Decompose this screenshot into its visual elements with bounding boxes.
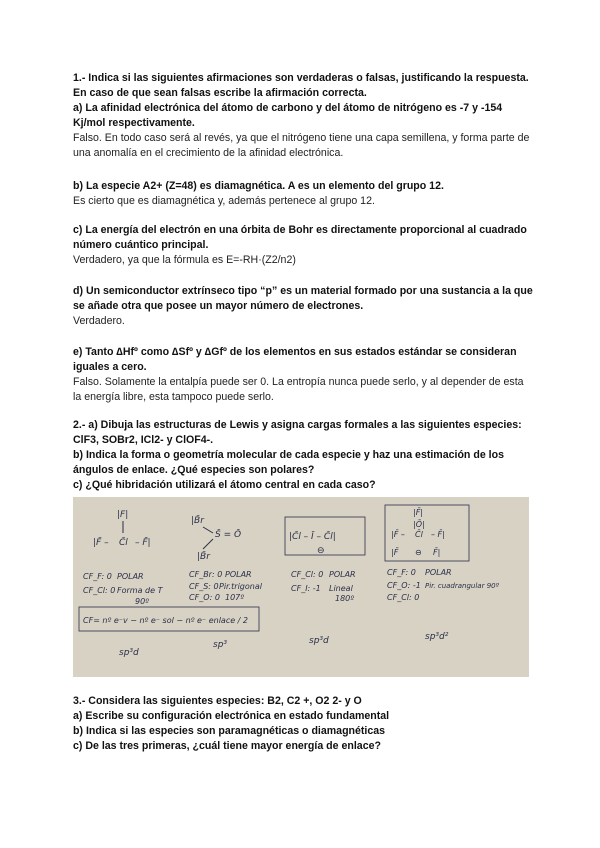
question-3c-statement: c) De las tres primeras, ¿cuál tiene mayor energía de enlace? [73, 740, 381, 752]
hw-text: Forma de T [117, 586, 163, 595]
hw-text: POLAR [117, 572, 144, 581]
question-1 [73, 71, 533, 161]
svg-text:⊖: ⊖ [317, 546, 325, 556]
svg-text:S̄ = Ō: S̄ = Ō [215, 530, 242, 540]
question-1b-answer: Es cierto que es diamagnética y, además pertenece al grupo 12. [73, 195, 375, 207]
hw-text: POLAR [425, 568, 452, 577]
svg-text:C̄l: C̄l [415, 530, 423, 539]
svg-text:– F̄|: – F̄| [431, 530, 445, 539]
hw-text: 90º [135, 597, 149, 606]
hw-text: CF_F: 0 [387, 568, 416, 577]
question-1d [73, 284, 533, 329]
hw-text: Lineal [329, 584, 353, 593]
question-2b-statement: b) Indica la forma o geometría molecular de cada especie y haz una estimación de los ángulos de enlace. ¿Qué especies son polares? [73, 449, 504, 476]
hw-text: CF_I: -1 [291, 584, 321, 593]
svg-text:– F̄|: – F̄| [135, 538, 151, 548]
question-3 [73, 694, 533, 754]
question-1e [73, 345, 533, 405]
question-3a-statement: a) Escribe su configuración electrónica en estado fundamental [73, 710, 390, 722]
question-1-title: 1.- Indica si las siguientes afirmaciones son verdaderas o falsas, justificando la respuesta. En caso de que sean falsas escribe la afirmación correcta. [73, 72, 529, 99]
hw-text: CF_Cl: 0 [83, 586, 116, 595]
hw-text: Pir. cuadrangular 90º [425, 582, 499, 590]
hw-text: CF_O: -1 [387, 581, 421, 590]
hw-text: POLAR [329, 570, 356, 579]
hw-text: CF_O: 0 [189, 593, 220, 602]
question-1a-answer: Falso. En todo caso será al revés, ya que el nitrógeno tiene una capa semillena, y forma parte de una anomalía en el crecimiento de la afinidad electrónica. [73, 132, 530, 159]
hw-text: Pir.trigonal [219, 582, 262, 591]
svg-text:C̄l: C̄l [119, 538, 128, 548]
hw-text: 107º [225, 593, 245, 602]
question-2a-statement: 2.- a) Dibuja las estructuras de Lewis y asigna cargas formales a las siguientes especies: ClF3, SOBr2, ICl2- y ClOF4-. [73, 419, 522, 446]
question-1c-statement: c) La energía del electrón en una órbita de Bohr es directamente proporcional al cuadrado número cuántico principal. [73, 224, 527, 251]
hw-text: sp³d [309, 636, 329, 646]
hw-text: sp³ [213, 640, 228, 650]
question-1e-answer: Falso. Solamente la entalpía puede ser 0. La entropía nunca puede serlo, y al depender de esta la energía libre, esta tampoco puede serlo. [73, 376, 524, 403]
question-1e-statement: e) Tanto ∆Hfº como ∆Sfº y ∆Gfº de los elementos en sus estados estándar se consideran iguales a cero. [73, 346, 517, 373]
question-1a-statement: a) La afinidad electrónica del átomo de carbono y del átomo de nitrógeno es -7 y -154 Kj/mol respectivamente. [73, 102, 503, 129]
question-1c-answer: Verdadero, ya que la fórmula es E=-RH·(Z2/n2) [73, 254, 296, 266]
hw-text: 180º [335, 594, 355, 603]
svg-text:|B̄r: |B̄r [197, 552, 210, 562]
handwritten-answer-photo [73, 497, 529, 677]
hw-text: CF_F: 0 [83, 572, 112, 581]
hw-text: CF_Cl: 0 [291, 570, 324, 579]
question-3-title: 3.- Considera las siguientes especies: B2, C2 +, O2 2- y O [73, 695, 362, 707]
hw-text: CF_S: 0 [189, 582, 219, 591]
svg-text:F̄|: F̄| [433, 548, 441, 557]
hw-text: CF_Br: 0 [189, 570, 223, 579]
question-1c [73, 223, 533, 268]
question-2c-statement: c) ¿Qué hibridación utilizará el átomo central en cada caso? [73, 479, 376, 491]
svg-text:⊖: ⊖ [415, 548, 422, 557]
svg-text:|C̄l – Ī – C̄l|: |C̄l – Ī – C̄l| [289, 532, 336, 542]
handwriting-drawing [73, 497, 529, 677]
question-3b-statement: b) Indica si las especies son paramagnéticas o diamagnéticas [73, 725, 386, 737]
question-1d-answer: Verdadero. [73, 315, 125, 327]
svg-text:|Ō|: |Ō| [413, 520, 425, 529]
svg-text:|F̄: |F̄ [391, 548, 399, 557]
hw-text: CF_Cl: 0 [387, 593, 420, 602]
svg-text:|F̄|: |F̄| [413, 508, 423, 517]
hw-text: sp³d [119, 648, 139, 658]
hw-text: CF= nº e⁻v − nº e⁻ sol − nº e⁻ enlace / 2 [83, 616, 249, 625]
question-1b-statement: b) La especie A2+ (Z=48) es diamagnética. A es un elemento del grupo 12. [73, 180, 444, 192]
question-1d-statement: d) Un semiconductor extrínseco tipo “p” es un material formado por una sustancia a la que se añade otra que posee un mayor número de electrones. [73, 285, 533, 312]
svg-text:|F̄ –: |F̄ – [93, 538, 109, 548]
svg-text:|F|: |F| [117, 510, 129, 520]
svg-text:|B̄r: |B̄r [191, 516, 204, 526]
question-1b [73, 179, 533, 209]
question-2 [73, 418, 533, 493]
svg-text:|F̄ –: |F̄ – [391, 530, 405, 539]
hw-text: sp³d² [425, 632, 449, 642]
hw-text: POLAR [225, 570, 252, 579]
